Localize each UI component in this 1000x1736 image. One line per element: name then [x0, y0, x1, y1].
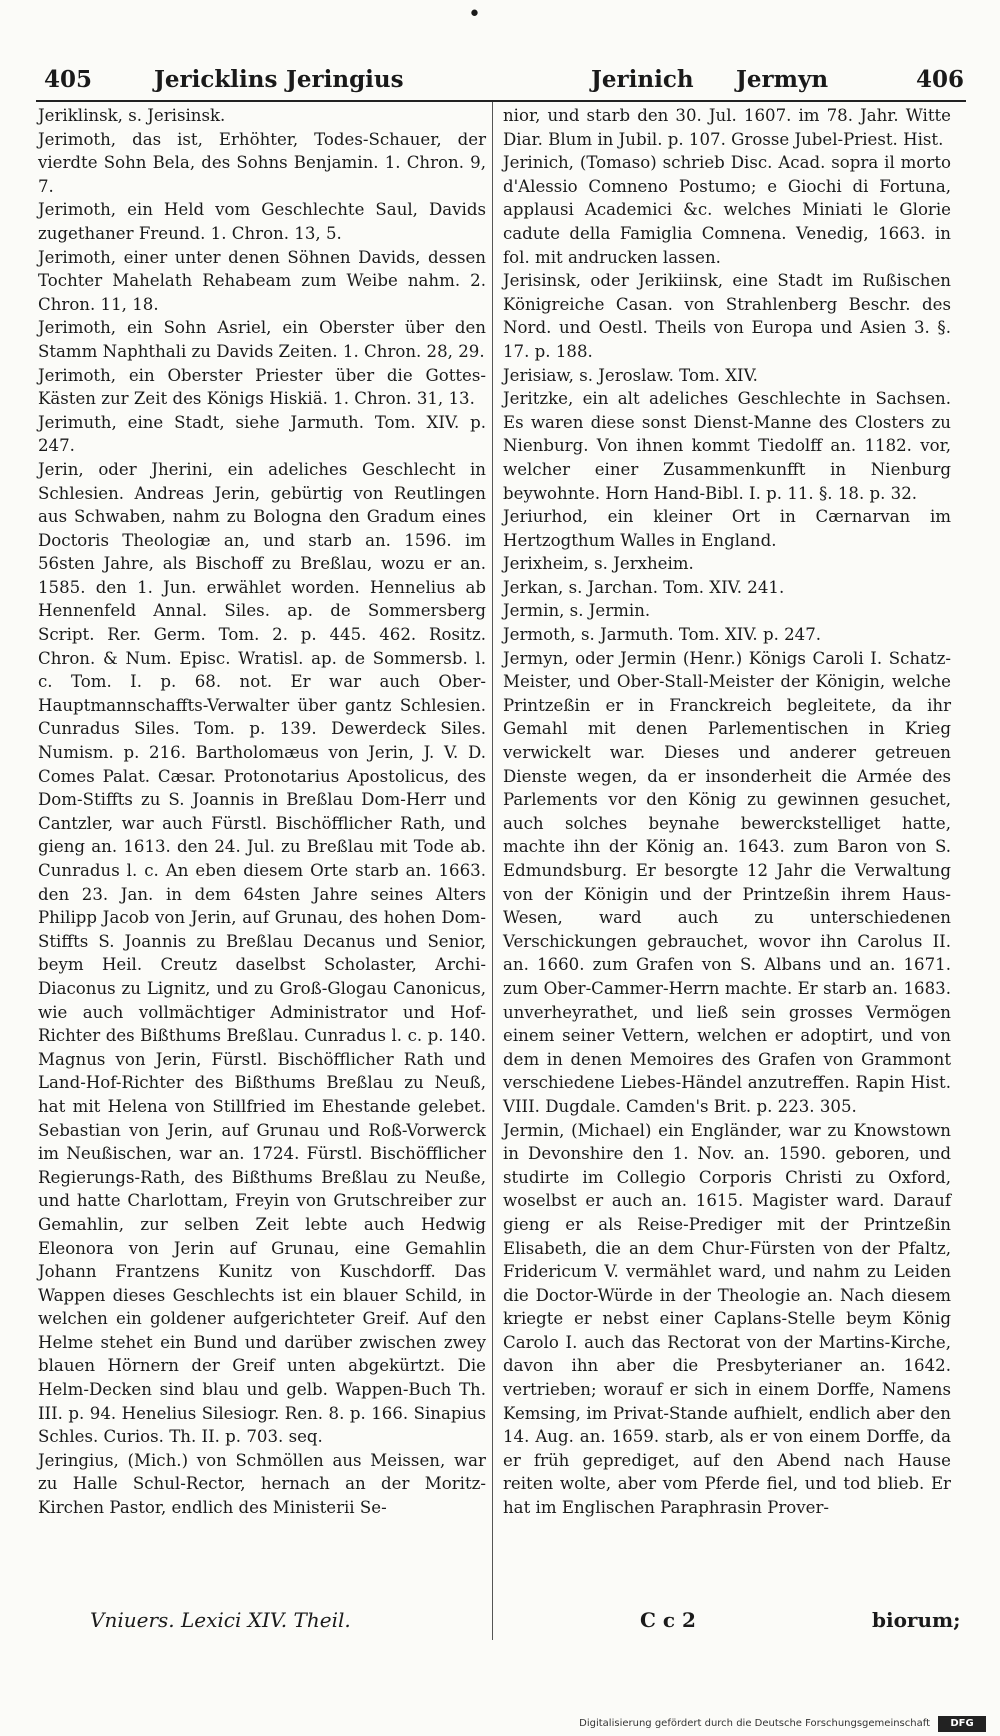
entry-jeritzke: Jeritzke, ein alt adeliches Geschlechte in Sachsen. Es waren diese sonst Dienst-Manne des Closters zu Nienburg. Von ihnen kommt Tiedolff an. 1182. vor, welcher einer Zusammenkunfft in Nienburg beywohnte. Horn Hand-Bibl. I. p. 11. §. 18. p. 32. — [503, 389, 951, 503]
running-word-right-1: Jerinich — [591, 66, 694, 93]
entry-jerixheim: Jerixheim, s. Jerxheim. — [503, 554, 694, 574]
catchword: biorum; — [872, 1608, 961, 1632]
entry-jerin: Jerin, oder Jherini, ein adeliches Geschlecht in Schlesien. Andreas Jerin, gebürtig von Reutlingen aus Schwaben, nahm zu Bologna den Gradum eines Doctoris Theologiæ an, und starb an. 1596. im 56sten Jahre, als Bischoff zu Breßlau, wozu er an. 1585. den 1. Jun. erwählet worden. Hennelius ab Hennenfeld Annal. Siles. ap. de Sommersberg Script. Rer. Germ. Tom. 2. p. 445. 462. Rositz. Chron. & Num. Episc. Wratisl. ap. de Sommersb. l. c. Tom. I. p. 68. not. Er war auch Ober-Hauptmannschaffts-Verwalter über gantz Schlesien. Cunradus Siles. Tom. p. 139. Dewerdeck Siles. Numism. p. 216. Bartholomæus von Jerin, J. V. D. Comes Palat. Cæsar. Protonotarius Apostolicus, des Dom-Stiffts zu S. Joannis in Breßlau Dom-Herr und Cantzler, war auch Fürstl. Bischöfflicher Rath, und gieng an. 1613. den 24. Jul. zu Breßlau mit Tode ab. Cunradus l. c. An eben diesem Orte starb an. 1663. den 23. Jan. in dem 64sten Jahre seines Alters Philipp Jacob von Jerin, auf Grunau, des hohen Dom-Stiffts S. Joannis zu Breßlau Decanus und Senior, beym Heil. Creutz daselbst Scholaster, Archi-Diaconus zu Lignitz, und zu Groß-Glogau Canonicus, wie auch vollmächtiger Administrator und Hof-Richter des Bißthums Breßlau. Cunradus l. c. p. 140. Magnus von Jerin, Fürstl. Bischöfflicher Rath und Land-Hof-Richter des Bißthums Breßlau zu Neuß, hat mit Helena von Stillfried im Ehestande gelebet. Sebastian von Jerin, auf Grunau und Roß-Vorwerck im Neußischen, war an. 1724. Fürstl. Bischöfflicher Regierungs-Rath, des Bißthums Breßlau zu Neuße, und hatte Charlottam, Freyin von Grutschreiber zur Gemahlin, zur selben Zeit lebte auch Hedwig Eleonora von Jerin auf Grunau, eine Gemahlin Johann Frantzens Kunitz von Kuschdorff. Das Wappen dieses Geschlechts ist ein blauer Schild, in welchen ein goldener aufgerichteter Greif. Auf den Helme stehet ein Bund und darüber zwischen zwey blauen Hörnern der Greif unten abgekürtzt. Die Helm-Decken sind blau und gelb. Wappen-Buch Th. III. p. 94. Henelius Silesiogr. Ren. 8. p. 166. Sinapius Schles. Curios. Th. II. p. 703. seq. — [38, 459, 486, 1447]
entry-jermin: Jermin, s. Jermin. — [503, 601, 651, 621]
entry-jerimoth-3: Jerimoth, einer unter denen Söhnen Davids, dessen Tochter Mahelath Rehabeam zum Weibe nahm. 2. Chron. 11, 18. — [38, 247, 486, 314]
entry-jeringius-cont: nior, und starb den 30. Jul. 1607. im 78. Jahr. Witte Diar. Blum in Jubil. p. 107. Grosse Jubel-Priest. Hist. — [503, 106, 951, 149]
ink-mark: • — [468, 2, 481, 27]
entry-jerkan: Jerkan, s. Jarchan. Tom. XIV. 241. — [503, 577, 785, 597]
entry-jermoth: Jermoth, s. Jarmuth. Tom. XIV. p. 247. — [503, 625, 822, 645]
digitization-credit: Digitalisierung gefördert durch die Deutsche Forschungsgemeinschaft — [579, 1718, 930, 1729]
entry-jerimoth-2: Jerimoth, ein Held vom Geschlechte Saul, Davids zugethaner Freund. 1. Chron. 13, 5. — [38, 200, 486, 243]
right-column — [503, 104, 951, 1520]
entry-jeringius: Jeringius, (Mich.) von Schmöllen aus Meissen, war zu Halle Schul-Rector, hernach an der Moritz-Kirchen Pastor, endlich des Ministerii Se- — [38, 1450, 486, 1518]
left-column — [38, 104, 486, 1520]
entry-jerimoth-1: Jerimoth, das ist, Erhöhter, Todes-Schauer, der vierdte Sohn Bela, des Sohns Benjamin. 1. Chron. 9, 7. — [38, 129, 486, 196]
running-word-right-2: Jermyn — [736, 66, 829, 93]
entry-jermyn: Jermyn, oder Jermin (Henr.) Königs Caroli I. Schatz-Meister, und Ober-Stall-Meister der Königin, welche Printzeßin er in Franckreich begleitete, da ihr Gemahl mit denen Parlementischen in Krieg verwickelt war. Dieses und anderer getreuen Dienste wegen, da er insonderheit die Armée des Parlements vor den König zu gewinnen gesuchet, auch solches beynahe bewerckstelliget hatte, machte ihn der König an. 1643. zum Baron von S. Edmundsburg. Er besorgte 12 Jahr die Verwaltung von der Königin und der Printzeßin ihrem Haus-Wesen, ward auch zu unterschiedenen Verschickungen gebrauchet, wovor ihn Carolus II. an. 1660. zum Grafen von S. Albans und an. 1671. zum Ober-Cammer-Herrn machte. Er starb an. 1683. unverheyrathet, und ließ sein grosses Vermögen einem seiner Vettern, welchen er adoptirt, und von dem in denen Memoires des Grafen von Grammont verschiedene Liebes-Händel anzutreffen. Rapin Hist. VIII. Dugdale. Camden's Brit. p. 223. 305. — [503, 648, 951, 1116]
signature-line: Vniuers. Lexici XIV. Theil. — [90, 1608, 351, 1632]
page-number-right: 406 — [916, 66, 965, 93]
entry-jerimoth-5: Jerimoth, ein Oberster Priester über die Gottes-Kästen zur Zeit des Königs Hiskiä. 1. Chron. 31, 13. — [38, 365, 486, 409]
entry-jermin-michael: Jermin, (Michael) ein Engländer, war zu Knowstown in Devonshire den 1. Nov. an. 1590. geboren, und studirte im Collegio Corporis Christi zu Oxford, woselbst er auch an. 1615. Magister ward. Darauf gieng er als Reise-Prediger mit der Printzeßin Elisabeth, die an dem Chur-Fürsten von der Pfaltz, Fridericum V. vermählet ward, und nahm zu Leiden die Doctor-Würde in der Theologie an. Nach diesem kriegte er nebst einer Caplans-Stelle beym König Carolo I. auch das Rectorat von der Martins-Kirche, davon ihn aber die Presbyterianer an. 1642. vertrieben; worauf er sich in einem Dorffe, Namens Kemsing, im Privat-Stande aufhielt, endlich aber den 14. Aug. an. 1659. starb, als er von einem Dorffe, da er früh geprediget, auf den Abend nach Hause reiten wolte, aber vom Pferde fiel, und tod blieb. Er hat im Englischen Paraphrasin Prover- — [503, 1120, 951, 1518]
running-word-left-1: Jericklins — [154, 66, 278, 93]
entry-jerisiaw: Jerisiaw, s. Jeroslaw. Tom. XIV. — [503, 365, 758, 385]
header-rule — [36, 100, 966, 102]
page-number-left: 405 — [44, 66, 93, 93]
entry-jerinich: Jerinich, (Tomaso) schrieb Disc. Acad. sopra il morto d'Alessio Comneno Postumo; e Giochi di Fortuna, applausi Academici &c. welches Miniati le Glorie cadute della Famiglia Comnena. Venedig, 1663. in fol. mit andrucken lassen. — [503, 153, 951, 267]
entry-jerimoth-4: Jerimoth, ein Sohn Asriel, ein Oberster über den Stamm Naphthali zu Davids Zeiten. 1. Chron. 28, 29. — [38, 318, 486, 361]
dfg-logo: DFG — [938, 1716, 986, 1732]
entry-jeriurhod: Jeriurhod, ein kleiner Ort in Cærnarvan im Hertzogthum Walles in England. — [503, 507, 951, 550]
signature-mark: C c 2 — [640, 1608, 696, 1632]
entry-jerisinsk: Jerisinsk, oder Jerikiinsk, eine Stadt im Rußischen Königreiche Casan. von Strahlenberg Beschr. des Nord. und Oestl. Theils von Europa und Asien 3. §. 17. p. 188. — [503, 271, 951, 361]
column-divider — [492, 102, 493, 1640]
entry-jerimuth: Jerimuth, eine Stadt, siehe Jarmuth. Tom. XIV. p. 247. — [38, 412, 486, 456]
running-word-left-2: Jeringius — [286, 66, 404, 93]
entry-jeriklinsk: Jeriklinsk, s. Jerisinsk. — [38, 106, 226, 125]
